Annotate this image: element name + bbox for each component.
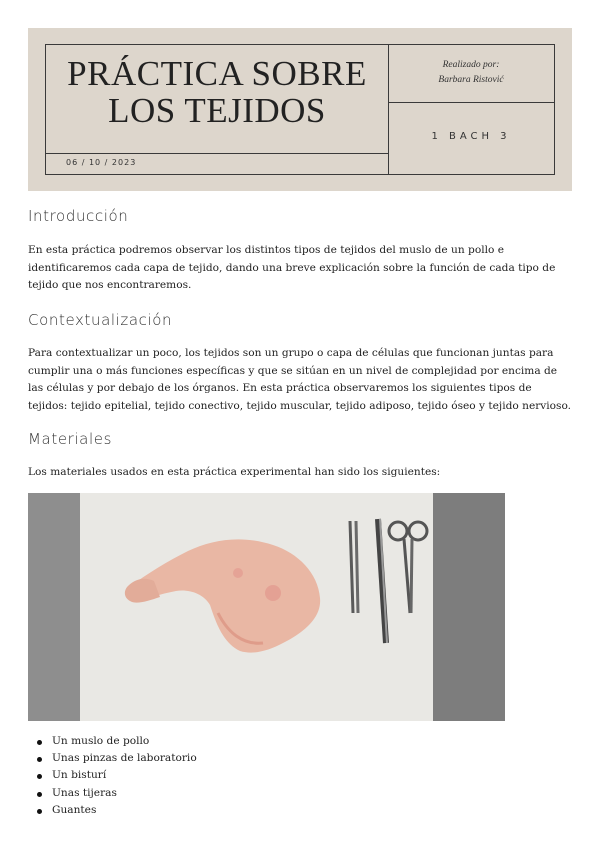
intro-paragraph: En esta práctica podremos observar los distintos tipos de tejidos del muslo de un pollo e identificaremos cada capa de tejido, dando una breve explicación sobre la función de cada tipo de tejido que nos encontraremos. (28, 244, 556, 291)
list-item: Guantes (28, 802, 197, 819)
author-name: Barbara Ristović (438, 75, 504, 85)
context-paragraph: Para contextualizar un poco, los tejidos son un grupo o capa de células que funcionan juntas para cumplir una o más funciones específicas y que se sitúan en un nivel de complejidad por encima de las células y por debajo de los órganos. En esta práctica observaremos los siguientes tipos de tejidos: tejido epitelial, tejido conectivo, tejido muscular, tejido adiposo, tejido óseo y tejido nervioso. (28, 347, 572, 412)
document-title (46, 55, 388, 129)
document-header (28, 28, 572, 191)
header-frame (45, 44, 555, 175)
document-date: 06 / 10 / 2023 (66, 158, 137, 167)
author-label: Realizado por: (442, 60, 500, 70)
date-divider (46, 153, 388, 154)
context-heading: Contextualización (28, 311, 173, 329)
list-item: Unas pinzas de laboratorio (28, 750, 197, 767)
intro-heading: Introducción (28, 207, 129, 225)
materials-photo-illustration (28, 493, 505, 721)
author-panel (388, 45, 554, 103)
materials-list (28, 733, 197, 819)
list-item: Un muslo de pollo (28, 733, 197, 750)
list-item: Unas tijeras (28, 785, 197, 802)
title-line-2: LOS TEJIDOS (108, 91, 326, 130)
header-title-panel (46, 45, 389, 174)
list-item: Un bisturí (28, 767, 197, 784)
materials-intro: Los materiales usados en esta práctica experimental han sido los siguientes: (28, 466, 441, 478)
author-block (388, 58, 554, 88)
course-label: 1 BACH 3 (431, 131, 511, 142)
title-line-1: PRÁCTICA SOBRE (67, 54, 367, 93)
materials-heading: Materiales (28, 430, 112, 448)
materials-photo (28, 493, 505, 721)
